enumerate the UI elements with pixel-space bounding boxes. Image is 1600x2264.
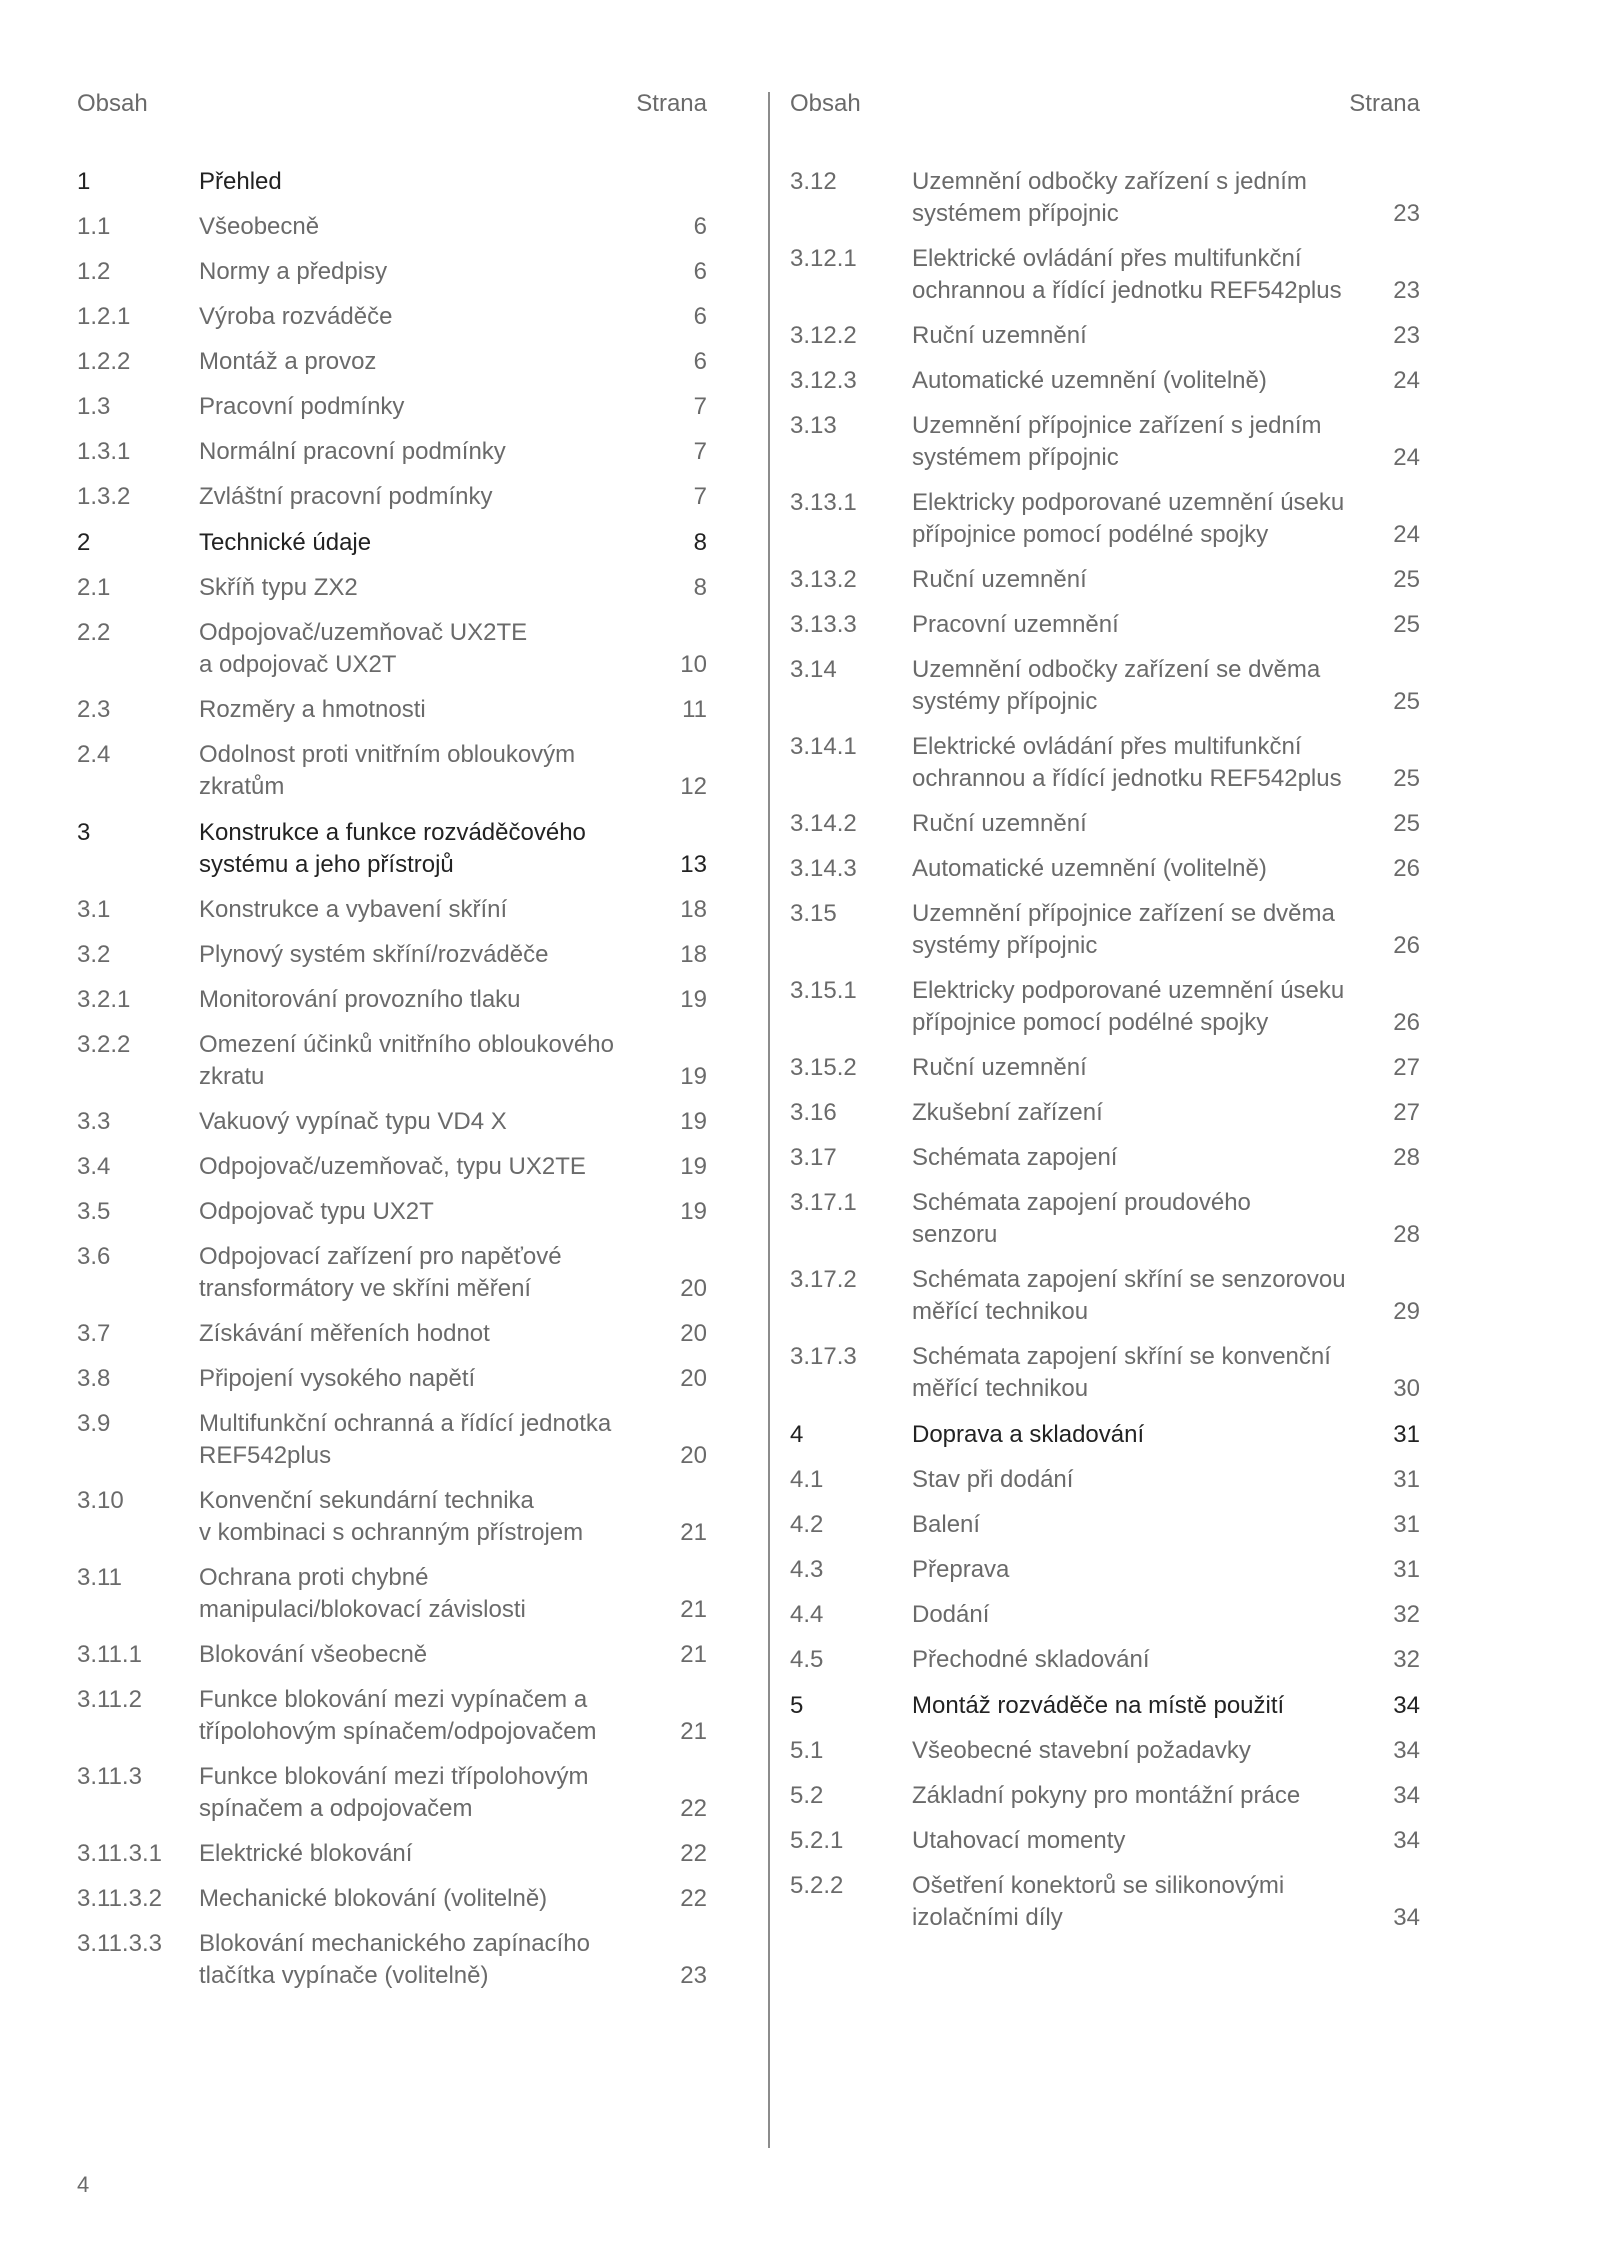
section-title: Omezení účinků vnitřního obloukového zkratu xyxy=(199,1031,614,1090)
page-ref: 19 xyxy=(680,1153,707,1180)
toc-entry xyxy=(77,1761,707,1825)
section-number: 3.7 xyxy=(77,1320,111,1347)
section-title: Elektrické blokování xyxy=(199,1840,413,1867)
section-title: Ruční uzemnění xyxy=(912,322,1087,349)
section-number: 4.1 xyxy=(790,1466,824,1493)
section-title: Schémata zapojení proudového senzoru xyxy=(912,1189,1251,1248)
page-ref: 19 xyxy=(680,1063,707,1090)
toc-entry xyxy=(790,898,1420,962)
section-title: Přechodné skladování xyxy=(912,1646,1150,1673)
section-number: 2.3 xyxy=(77,696,111,723)
page-ref: 34 xyxy=(1393,1827,1420,1854)
section-number: 2.1 xyxy=(77,574,111,601)
section-title: Získávání měřeních hodnot xyxy=(199,1320,490,1347)
section-title: Plynový systém skříní/rozváděče xyxy=(199,941,549,968)
section-title: Skříň typu ZX2 xyxy=(199,574,358,601)
section-number: 3.17.3 xyxy=(790,1343,857,1370)
header-page-label: Strana xyxy=(1349,90,1420,117)
toc-entry xyxy=(790,1599,1420,1631)
section-number: 2.4 xyxy=(77,741,111,768)
section-title: Normální pracovní podmínky xyxy=(199,438,506,465)
section-number: 3.16 xyxy=(790,1099,837,1126)
section-title: Stav při dodání xyxy=(912,1466,1074,1493)
section-number: 1.2.2 xyxy=(77,348,131,375)
toc-chapter-entry xyxy=(790,1690,1420,1722)
section-title: Blokování všeobecně xyxy=(199,1641,428,1668)
page-ref: 31 xyxy=(1393,1466,1420,1493)
toc-entry xyxy=(77,984,707,1016)
page-ref: 27 xyxy=(1393,1054,1420,1081)
section-title: Funkce blokování mezi vypínačem a třípolohovým spínačem/odpojovačem xyxy=(199,1686,597,1745)
page-ref: 31 xyxy=(1393,1556,1420,1583)
section-number: 3.11 xyxy=(77,1564,122,1591)
section-title: Technické údaje xyxy=(199,529,372,556)
page-ref: 25 xyxy=(1393,765,1420,792)
page-ref: 20 xyxy=(680,1275,707,1302)
section-title: Pracovní podmínky xyxy=(199,393,405,420)
toc-entry xyxy=(77,1363,707,1395)
section-number: 3.17 xyxy=(790,1144,837,1171)
section-title: Vakuový vypínač typu VD4 X xyxy=(199,1108,507,1135)
toc-entry xyxy=(77,211,707,243)
toc-entry xyxy=(77,1106,707,1138)
section-title: Schémata zapojení skříní se senzorovou měřící technikou xyxy=(912,1266,1346,1325)
section-number: 3.13.2 xyxy=(790,566,857,593)
page-ref: 11 xyxy=(682,696,707,723)
section-number: 3.3 xyxy=(77,1108,111,1135)
toc-entry xyxy=(790,320,1420,352)
section-number: 1.2.1 xyxy=(77,303,131,330)
toc-entry xyxy=(77,739,707,803)
toc-entry xyxy=(790,1780,1420,1812)
section-number: 2.2 xyxy=(77,619,111,646)
page-ref: 10 xyxy=(680,651,707,678)
toc-entry xyxy=(77,436,707,468)
toc-entry xyxy=(790,1735,1420,1767)
section-title: Elektrické ovládání přes multifunkční ochrannou a řídící jednotku REF542plus xyxy=(912,733,1342,792)
toc-entry xyxy=(790,487,1420,551)
section-title: Odpojovací zařízení pro napěťové transformátory ve skříni měření xyxy=(199,1243,562,1302)
toc-chapter-entry xyxy=(77,527,707,559)
toc-entry xyxy=(77,1883,707,1915)
section-number: 4 xyxy=(790,1421,804,1448)
page-ref: 20 xyxy=(680,1442,707,1469)
section-number: 4.3 xyxy=(790,1556,824,1583)
page-ref: 26 xyxy=(1393,932,1420,959)
page-ref: 31 xyxy=(1393,1421,1420,1448)
section-title: Zkušební zařízení xyxy=(912,1099,1103,1126)
section-title: Výroba rozváděče xyxy=(199,303,393,330)
toc-entry xyxy=(77,1196,707,1228)
section-title: Zvláštní pracovní podmínky xyxy=(199,483,493,510)
section-title: Montáž a provoz xyxy=(199,348,377,375)
page-ref: 34 xyxy=(1393,1904,1420,1931)
page-ref: 34 xyxy=(1393,1782,1420,1809)
page-ref: 6 xyxy=(693,348,707,375)
page-ref: 7 xyxy=(693,483,707,510)
section-number: 4.5 xyxy=(790,1646,824,1673)
section-title: Multifunkční ochranná a řídící jednotka REF542plus xyxy=(199,1410,612,1469)
section-title: Schémata zapojení skříní se konvenční měřící technikou xyxy=(912,1343,1331,1402)
section-title: Balení xyxy=(912,1511,981,1538)
page-ref: 28 xyxy=(1393,1144,1420,1171)
section-title: Doprava a skladování xyxy=(912,1421,1145,1448)
toc-entry xyxy=(77,572,707,604)
toc-entry xyxy=(77,1241,707,1305)
page-ref: 23 xyxy=(1393,322,1420,349)
toc-entry xyxy=(77,694,707,726)
page-ref: 25 xyxy=(1393,810,1420,837)
toc-entry xyxy=(77,346,707,378)
toc-entry xyxy=(790,808,1420,840)
page-ref: 21 xyxy=(680,1641,707,1668)
section-number: 3.11.3.1 xyxy=(77,1840,162,1867)
toc-entry xyxy=(790,1264,1420,1328)
toc-entry xyxy=(77,1562,707,1626)
page-ref: 20 xyxy=(680,1320,707,1347)
section-number: 1.3.1 xyxy=(77,438,131,465)
toc-entry xyxy=(790,1142,1420,1174)
section-title: Odpojovač typu UX2T xyxy=(199,1198,434,1225)
toc-entry xyxy=(790,654,1420,718)
section-title: Ošetření konektorů se silikonovými izolačními díly xyxy=(912,1872,1285,1931)
toc-entry xyxy=(790,1341,1420,1405)
section-number: 1.2 xyxy=(77,258,111,285)
section-number: 3.11.3 xyxy=(77,1763,142,1790)
page-ref: 19 xyxy=(680,1108,707,1135)
page-ref: 25 xyxy=(1393,566,1420,593)
page-ref: 22 xyxy=(680,1885,707,1912)
toc-entry xyxy=(77,1485,707,1549)
section-title: Ruční uzemnění xyxy=(912,566,1087,593)
section-title: Montáž rozváděče na místě použití xyxy=(912,1692,1285,1719)
column-header xyxy=(77,84,707,124)
toc-entry xyxy=(77,1838,707,1870)
section-title: Elektricky podporované uzemnění úseku přípojnice pomocí podélné spojky xyxy=(912,489,1345,548)
page-ref: 22 xyxy=(680,1840,707,1867)
toc-entry xyxy=(77,1029,707,1093)
toc-entry xyxy=(77,894,707,926)
toc-entry xyxy=(77,391,707,423)
page-ref: 29 xyxy=(1393,1298,1420,1325)
toc-entry xyxy=(790,1509,1420,1541)
page-ref: 24 xyxy=(1393,444,1420,471)
section-title: Mechanické blokování (volitelně) xyxy=(199,1885,548,1912)
header-contents-label: Obsah xyxy=(790,90,861,117)
page-ref: 23 xyxy=(1393,200,1420,227)
page-ref: 27 xyxy=(1393,1099,1420,1126)
section-title: Konvenční sekundární technika v kombinaci s ochranným přístrojem xyxy=(199,1487,584,1546)
section-number: 3.17.2 xyxy=(790,1266,857,1293)
page-ref: 19 xyxy=(680,986,707,1013)
section-number: 5.2 xyxy=(790,1782,824,1809)
page-ref: 21 xyxy=(680,1519,707,1546)
toc-chapter-entry xyxy=(77,817,707,881)
section-number: 3.10 xyxy=(77,1487,124,1514)
page-ref: 26 xyxy=(1393,855,1420,882)
page-ref: 34 xyxy=(1393,1737,1420,1764)
column-divider xyxy=(768,92,770,2148)
section-number: 5 xyxy=(790,1692,804,1719)
section-number: 3.11.3.3 xyxy=(77,1930,162,1957)
toc-chapter-entry xyxy=(790,1419,1420,1451)
toc-entry xyxy=(790,166,1420,230)
section-title: Rozměry a hmotnosti xyxy=(199,696,426,723)
page-ref: 12 xyxy=(680,773,707,800)
page-ref: 21 xyxy=(680,1718,707,1745)
section-number: 3.13.3 xyxy=(790,611,857,638)
section-title: Konstrukce a vybavení skříní xyxy=(199,896,508,923)
toc-entry xyxy=(790,1825,1420,1857)
section-number: 3.2.2 xyxy=(77,1031,131,1058)
page-ref: 24 xyxy=(1393,521,1420,548)
section-title: Přeprava xyxy=(912,1556,1010,1583)
page-number: 4 xyxy=(77,2172,90,2197)
page-ref: 25 xyxy=(1393,688,1420,715)
section-number: 3.14.2 xyxy=(790,810,857,837)
section-number: 3.11.2 xyxy=(77,1686,142,1713)
section-number: 3.13.1 xyxy=(790,489,857,516)
toc-entry xyxy=(790,410,1420,474)
page-ref: 34 xyxy=(1393,1692,1420,1719)
section-number: 1.1 xyxy=(77,213,111,240)
toc-list xyxy=(790,166,1420,1934)
section-title: Funkce blokování mezi třípolohovým spínačem a odpojovačem xyxy=(199,1763,589,1822)
toc-entry xyxy=(77,1639,707,1671)
section-title: Ochrana proti chybné manipulaci/blokovací závislosti xyxy=(199,1564,526,1623)
toc-entry xyxy=(77,1928,707,1992)
page-ref: 6 xyxy=(693,258,707,285)
page-ref: 32 xyxy=(1393,1646,1420,1673)
section-number: 3.11.1 xyxy=(77,1641,142,1668)
page-ref: 7 xyxy=(693,438,707,465)
section-title: Odpojovač/uzemňovač UX2TE a odpojovač UX2T xyxy=(199,619,528,678)
toc-entry xyxy=(790,1097,1420,1129)
page-ref: 24 xyxy=(1393,367,1420,394)
toc-entry xyxy=(77,481,707,513)
section-title: Normy a předpisy xyxy=(199,258,388,285)
toc-entry xyxy=(790,564,1420,596)
page-ref: 25 xyxy=(1393,611,1420,638)
section-title: Odolnost proti vnitřním obloukovým zkratům xyxy=(199,741,576,800)
column-header xyxy=(790,84,1420,124)
page-ref: 32 xyxy=(1393,1601,1420,1628)
section-number: 3.15.2 xyxy=(790,1054,857,1081)
page-ref: 26 xyxy=(1393,1009,1420,1036)
section-number: 3.14.1 xyxy=(790,733,857,760)
header-contents-label: Obsah xyxy=(77,90,148,117)
toc-entry xyxy=(77,1318,707,1350)
section-title: Všeobecné stavební požadavky xyxy=(912,1737,1251,1764)
section-title: Automatické uzemnění (volitelně) xyxy=(912,367,1267,394)
page-ref: 6 xyxy=(693,303,707,330)
page-ref: 28 xyxy=(1393,1221,1420,1248)
section-number: 3.14 xyxy=(790,656,837,683)
section-number: 3.12.1 xyxy=(790,245,857,272)
section-number: 3.1 xyxy=(77,896,111,923)
page-ref: 7 xyxy=(693,393,707,420)
section-title: Pracovní uzemnění xyxy=(912,611,1119,638)
section-title: Ruční uzemnění xyxy=(912,1054,1087,1081)
section-title: Uzemnění přípojnice zařízení s jedním systémem přípojnic xyxy=(912,412,1322,471)
section-number: 3.12 xyxy=(790,168,837,195)
page-ref: 8 xyxy=(693,529,707,556)
page-ref: 20 xyxy=(680,1365,707,1392)
page-ref: 31 xyxy=(1393,1511,1420,1538)
page-ref: 23 xyxy=(680,1962,707,1989)
toc-entry xyxy=(77,617,707,681)
toc-entry xyxy=(790,1644,1420,1676)
toc-entry xyxy=(77,1151,707,1183)
section-number: 3.15 xyxy=(790,900,837,927)
section-number: 3.15.1 xyxy=(790,977,857,1004)
section-title: Základní pokyny pro montážní práce xyxy=(912,1782,1301,1809)
section-title: Automatické uzemnění (volitelně) xyxy=(912,855,1267,882)
page-ref: 18 xyxy=(680,941,707,968)
toc-entry xyxy=(790,731,1420,795)
section-number: 3.12.2 xyxy=(790,322,857,349)
page-ref: 23 xyxy=(1393,277,1420,304)
section-title: Odpojovač/uzemňovač, typu UX2TE xyxy=(199,1153,586,1180)
toc-entry xyxy=(790,243,1420,307)
toc-entry xyxy=(77,301,707,333)
header-page-label: Strana xyxy=(636,90,707,117)
page-ref: 6 xyxy=(693,213,707,240)
section-title: Monitorování provozního tlaku xyxy=(199,986,521,1013)
section-title: Schémata zapojení xyxy=(912,1144,1118,1171)
section-title: Elektricky podporované uzemnění úseku přípojnice pomocí podélné spojky xyxy=(912,977,1345,1036)
section-number: 3 xyxy=(77,819,91,846)
toc-entry xyxy=(77,256,707,288)
section-title: Dodání xyxy=(912,1601,990,1628)
section-number: 1.3.2 xyxy=(77,483,131,510)
section-number: 3.8 xyxy=(77,1365,111,1392)
toc-column-right xyxy=(790,84,1420,1947)
section-number: 3.17.1 xyxy=(790,1189,857,1216)
section-title: Elektrické ovládání přes multifunkční ochrannou a řídící jednotku REF542plus xyxy=(912,245,1342,304)
section-title: Konstrukce a funkce rozváděčového systému a jeho přístrojů xyxy=(199,819,586,878)
toc-chapter-entry xyxy=(77,166,707,198)
section-number: 5.1 xyxy=(790,1737,824,1764)
section-number: 4.4 xyxy=(790,1601,824,1628)
page-ref: 18 xyxy=(680,896,707,923)
section-title: Připojení vysokého napětí xyxy=(199,1365,476,1392)
section-number: 3.6 xyxy=(77,1243,111,1270)
section-number: 2 xyxy=(77,529,91,556)
section-number: 3.2 xyxy=(77,941,111,968)
section-title: Přehled xyxy=(199,168,282,195)
toc-entry xyxy=(77,1684,707,1748)
page-ref: 19 xyxy=(680,1198,707,1225)
toc-entry xyxy=(790,1870,1420,1934)
section-number: 3.11.3.2 xyxy=(77,1885,162,1912)
toc-entry xyxy=(790,365,1420,397)
section-number: 3.4 xyxy=(77,1153,111,1180)
section-number: 3.13 xyxy=(790,412,837,439)
section-number: 3.14.3 xyxy=(790,855,857,882)
section-number: 5.2.2 xyxy=(790,1872,844,1899)
toc-entry xyxy=(790,853,1420,885)
toc-entry xyxy=(790,609,1420,641)
section-number: 4.2 xyxy=(790,1511,824,1538)
toc-list xyxy=(77,166,707,1992)
section-number: 3.12.3 xyxy=(790,367,857,394)
section-number: 3.5 xyxy=(77,1198,111,1225)
section-title: Uzemnění přípojnice zařízení se dvěma systémy přípojnic xyxy=(912,900,1335,959)
section-number: 3.9 xyxy=(77,1410,111,1437)
section-title: Uzemnění odbočky zařízení s jedním systémem přípojnic xyxy=(912,168,1307,227)
toc-entry xyxy=(77,1408,707,1472)
toc-entry xyxy=(77,939,707,971)
toc-column-left xyxy=(77,84,707,2005)
section-title: Blokování mechanického zapínacího tlačítka vypínače (volitelně) xyxy=(199,1930,590,1989)
section-number: 1.3 xyxy=(77,393,111,420)
section-title: Všeobecně xyxy=(199,213,320,240)
section-title: Utahovací momenty xyxy=(912,1827,1126,1854)
page-ref: 13 xyxy=(680,851,707,878)
page-ref: 30 xyxy=(1393,1375,1420,1402)
page-ref: 21 xyxy=(680,1596,707,1623)
toc-entry xyxy=(790,1187,1420,1251)
section-number: 1 xyxy=(77,168,91,195)
toc-entry xyxy=(790,1052,1420,1084)
page-ref: 8 xyxy=(693,574,707,601)
section-number: 5.2.1 xyxy=(790,1827,844,1854)
section-title: Ruční uzemnění xyxy=(912,810,1087,837)
toc-entry xyxy=(790,1554,1420,1586)
section-number: 3.2.1 xyxy=(77,986,131,1013)
section-title: Uzemnění odbočky zařízení se dvěma systémy přípojnic xyxy=(912,656,1321,715)
toc-entry xyxy=(790,975,1420,1039)
toc-entry xyxy=(790,1464,1420,1496)
page-ref: 22 xyxy=(680,1795,707,1822)
